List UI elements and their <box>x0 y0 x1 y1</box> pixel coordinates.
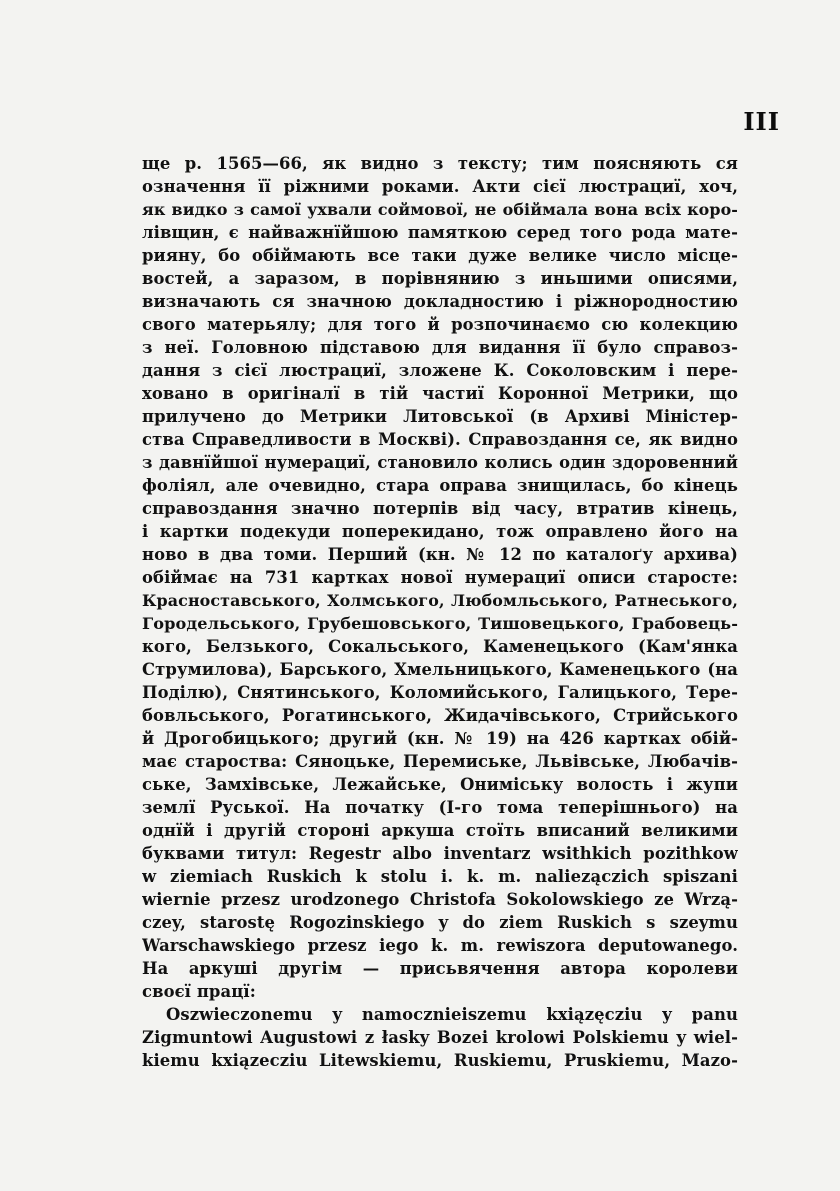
text-line: кого, Белзького, Сокальського, Каменецького (Кам'янка <box>142 637 738 656</box>
text-line: Warschawskiego przesz iego k. m. rewiszora deputowanego. <box>142 936 738 955</box>
text-line: обіймає на 731 картках нової нумерациї описи старосте: <box>142 568 738 587</box>
text-line: фоліял, але очевидно, стара оправа знищилась, бо кінець <box>142 476 738 495</box>
text-line: рияну, бо обіймають все таки дуже велике число місце- <box>142 246 738 265</box>
text-line: Oszwieczonemu y namocznieiszemu kxiązęcziu y panu <box>166 1005 738 1024</box>
text-line: ще р. 1565—66, як видно з тексту; тим поясняють ся <box>142 154 738 173</box>
text-line: Городельського, Грубешовського, Тишовецького, Грабовець- <box>142 614 738 633</box>
text-line: Поділю), Снятинського, Коломийського, Галицького, Тере- <box>142 683 738 702</box>
text-line: Струмилова), Барського, Хмельницького, Каменецького (на <box>142 660 738 679</box>
text-line: прилучено до Метрики Литовської (в Архиві Міністер- <box>142 407 738 426</box>
text-line: і картки подекуди поперекидано, тож оправлено його на <box>142 522 738 541</box>
text-line: лівщин, є найважнїйшою памяткою серед того рода мате- <box>142 223 738 242</box>
text-line: бовльського, Рогатинського, Жидачівського, Стрийського <box>142 706 738 725</box>
text-line: Zigmuntowi Augustowi z łasky Bozei krolowi Polskiemu y wiel- <box>142 1028 738 1047</box>
text-line: ново в два томи. Перший (кн. № 12 по каталоґу архива) <box>142 545 738 564</box>
text-line: ства Справедливости в Москві). Справоздання се, як видно <box>142 430 738 449</box>
text-line: буквами титул: Regestr albo inventarz wsithkich pozithkow <box>142 844 738 863</box>
text-line: w ziemiach Ruskich k stolu i. k. m. naliezączich spiszani <box>142 867 738 886</box>
page-number: III <box>743 107 780 136</box>
text-line: wiernie przesz urodzonego Christofa Sokolowskiego ze Wrzą- <box>142 890 738 909</box>
text-line: однїй і другій стороні аркуша стоїть вписаний великими <box>142 821 738 840</box>
text-line: справоздання значно потерпів від часу, втратив кінець, <box>142 499 738 518</box>
text-line: з неї. Головною підставою для видання її було справоз- <box>142 338 738 357</box>
text-line: kiemu kxiązecziu Litewskiemu, Ruskiemu, Pruskiemu, Mazo- <box>142 1051 738 1070</box>
text-line: ське, Замхівське, Лежайське, Ониміську волость і жупи <box>142 775 738 794</box>
text-line: ховано в оригіналї в тій частиї Коронної Метрики, що <box>142 384 738 403</box>
text-line: своєї працї: <box>142 982 256 1001</box>
text-line: й Дрогобицького; другий (кн. № 19) на 426 картках обій- <box>142 729 738 748</box>
text-line: з давнїйшої нумерациї, становило колись один здоровенний <box>142 453 738 472</box>
text-line: визначають ся значною докладностию і ріжнородностию <box>142 292 738 311</box>
text-line: На аркуші другім — присьвячення автора королеви <box>142 959 738 978</box>
text-line: Красноставського, Холмського, Любомльського, Ратнеського, <box>142 591 738 610</box>
text-line: має староства: Сяноцьке, Перемиське, Львівське, Любачів- <box>142 752 738 771</box>
text-line: свого матерьялу; для того й розпочинаємо сю колекцию <box>142 315 738 334</box>
text-line: як видко з самої ухвали соймової, не обіймала вона всіх коро- <box>142 200 738 219</box>
text-line: означення її ріжними роками. Акти сієї люстрациї, хоч, <box>142 177 738 196</box>
text-line: дання з сієї люстрациї, зложене К. Соколовским і пере- <box>142 361 738 380</box>
body-text <box>142 152 738 1072</box>
text-line: czey, starostę Rogozinskiego y do ziem Ruskich s szeymu <box>142 913 738 932</box>
text-line: востей, а заразом, в порівнянию з иньшими описями, <box>142 269 738 288</box>
text-line: землї Руської. На початку (I-го тома теперішнього) на <box>142 798 738 817</box>
